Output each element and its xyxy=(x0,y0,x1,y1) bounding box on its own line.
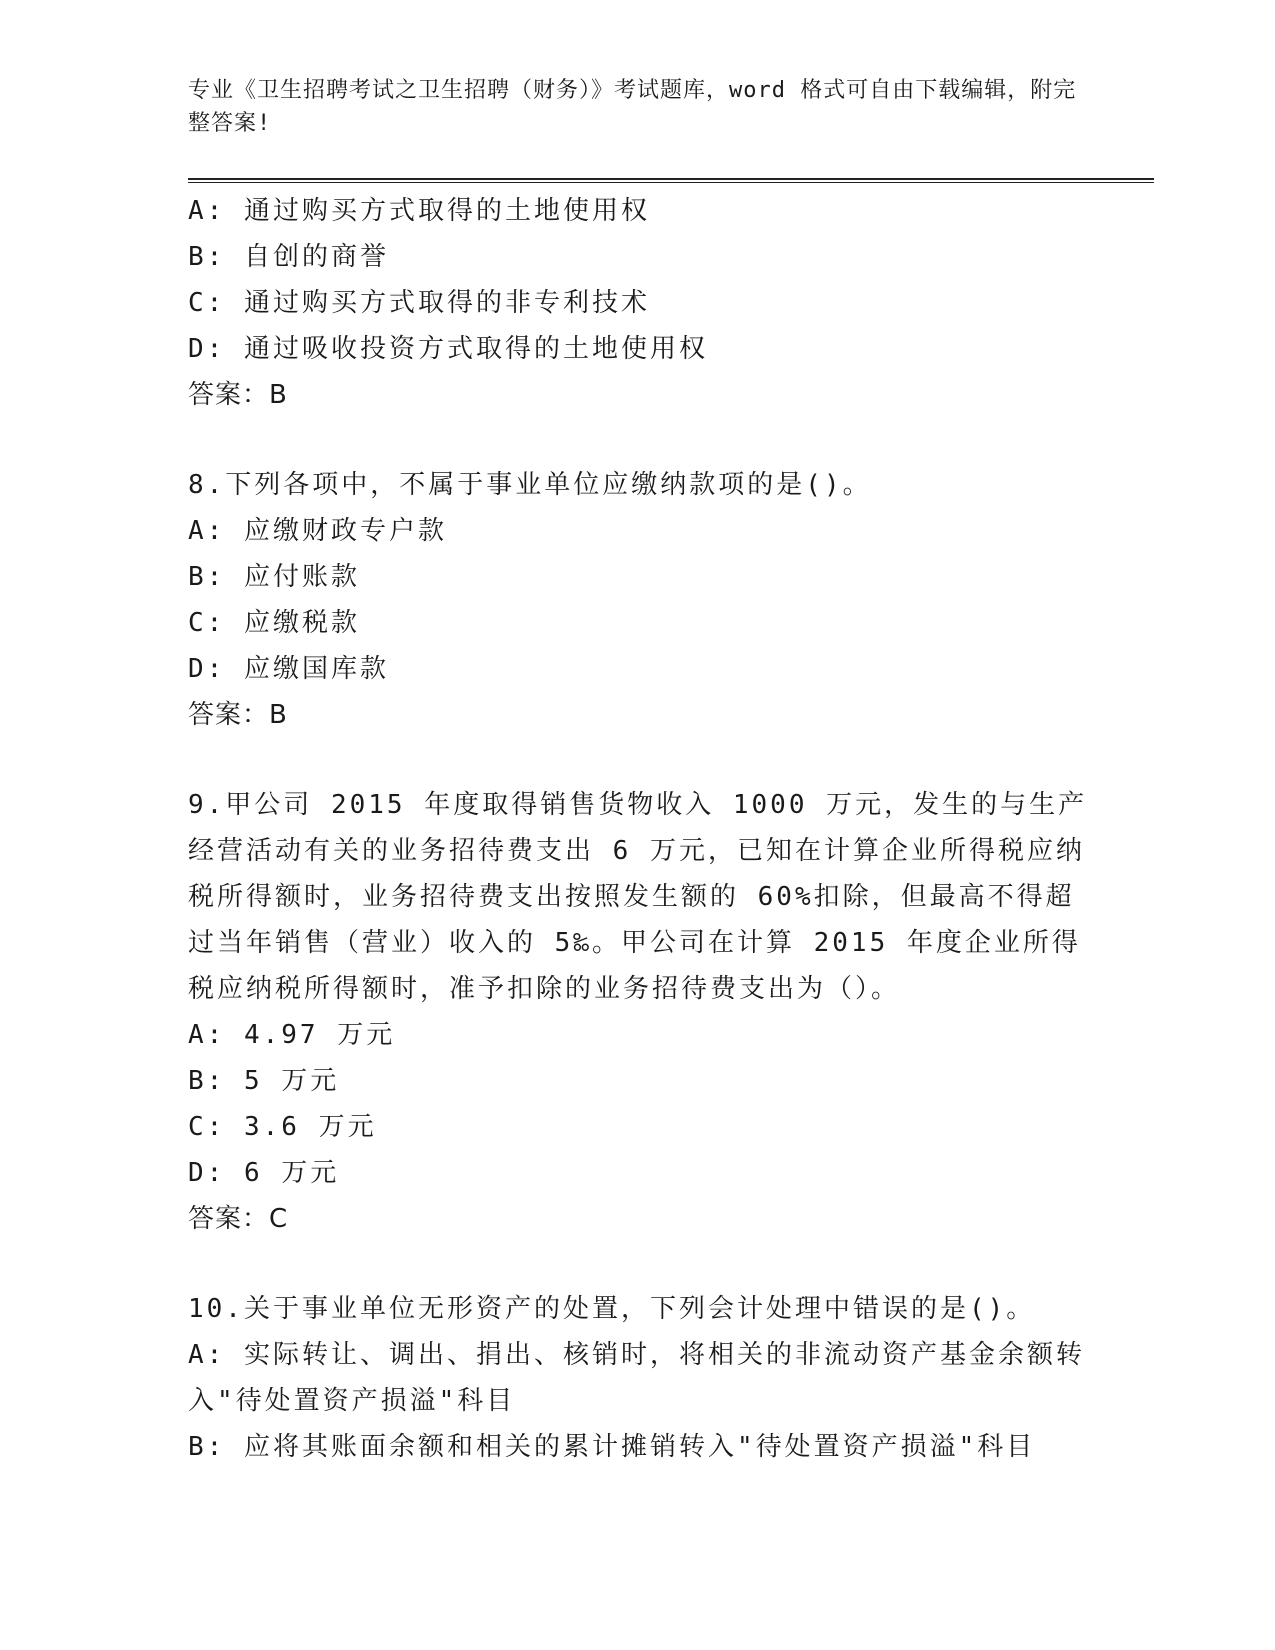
option-b: B: 应付账款 xyxy=(188,562,360,592)
spacer xyxy=(188,1242,1088,1286)
header-divider xyxy=(188,178,1154,183)
spacer xyxy=(188,738,1088,782)
option-d: D: 6 万元 xyxy=(188,1158,340,1188)
option-b: B: 自创的商誉 xyxy=(188,242,389,272)
answer: 答案：B xyxy=(188,380,288,410)
question-7 xyxy=(188,188,1088,418)
answer: 答案：C xyxy=(188,1204,289,1234)
question-text: 9.甲公司 2015 年度取得销售货物收入 1000 万元，发生的与生产经营活动有关的业务招待费支出 6 万元，已知在计算企业所得税应纳税所得额时，业务招待费支出按照发生额的 60%扣除，但最高不得超过当年销售（营业）收入的 5‰。甲公司在计算 2015 年度企业所得税应纳税所得额时，准予扣除的业务招待费支出为（）。 xyxy=(188,790,1088,1004)
option-a: A: 通过购买方式取得的土地使用权 xyxy=(188,196,650,226)
option-a: A: 实际转让、调出、捐出、核销时，将相关的非流动资产基金余额转入"待处置资产损溢"科目 xyxy=(188,1340,1085,1416)
option-a: A: 应缴财政专户款 xyxy=(188,516,447,546)
option-c: C: 应缴税款 xyxy=(188,608,360,638)
option-c: C: 通过购买方式取得的非专利技术 xyxy=(188,288,650,318)
option-b: B: 5 万元 xyxy=(188,1066,340,1096)
question-text: 10.关于事业单位无形资产的处置，下列会计处理中错误的是()。 xyxy=(188,1294,1036,1324)
question-10 xyxy=(188,1286,1088,1470)
option-d: D: 通过吸收投资方式取得的土地使用权 xyxy=(188,334,708,364)
question-text: 8.下列各项中，不属于事业单位应缴纳款项的是()。 xyxy=(188,470,872,500)
answer: 答案：B xyxy=(188,700,288,730)
spacer xyxy=(188,418,1088,462)
option-c: C: 3.6 万元 xyxy=(188,1112,377,1142)
question-8 xyxy=(188,462,1088,738)
document-header: 专业《卫生招聘考试之卫生招聘（财务）》考试题库，word 格式可自由下载编辑，附完整答案! xyxy=(188,78,1077,136)
question-9 xyxy=(188,782,1088,1242)
option-b: B: 应将其账面余额和相关的累计摊销转入"待处置资产损溢"科目 xyxy=(188,1432,1036,1462)
option-d: D: 应缴国库款 xyxy=(188,654,389,684)
document-body xyxy=(188,188,1088,1470)
option-a: A: 4.97 万元 xyxy=(188,1020,396,1050)
